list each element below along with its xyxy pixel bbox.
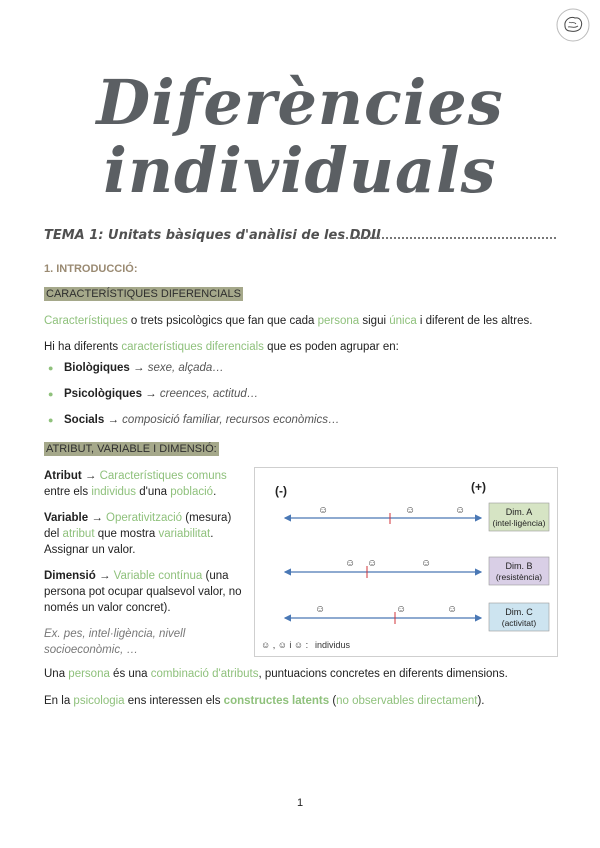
- definition-dimensio: Dimensió → Variable contínua (una persona pot ocupar qualsevol valor, no només un valor concret).: [44, 570, 242, 614]
- brain-logo-icon: [556, 8, 590, 42]
- definition-variable: Variable → Operativització (mesura) del atribut que mostra variabilitat. Assignar un valor.: [44, 512, 232, 556]
- person-icon: ☺: [367, 558, 378, 569]
- topic-divider: [330, 237, 556, 239]
- definitions-column: [44, 468, 244, 668]
- examples-text: Ex. pes, intel·ligència, nivell socioeconòmic, …: [44, 628, 186, 656]
- legend-label: individus: [315, 640, 351, 650]
- person-icon: ☺: [345, 558, 356, 569]
- list-item: ● Socials → composició familiar, recursos econòmics…: [44, 412, 339, 438]
- legend-icons: ☺ , ☺ i ☺ :: [261, 640, 309, 650]
- dim-a-desc: (intel·ligència): [492, 518, 546, 528]
- person-icon: ☺: [421, 558, 432, 569]
- dim-c-desc: (activitat): [501, 618, 537, 628]
- list-item: ● Psicològiques → creences, actitud…: [44, 386, 339, 412]
- page-title-line2: individuals: [103, 134, 497, 207]
- paragraph-definition: Característiques o trets psicològics que fan que cada persona sigui única i diferent de les altres.: [44, 315, 533, 327]
- person-icon: ☺: [318, 505, 329, 516]
- dim-a-axis: [285, 503, 549, 531]
- person-icon: ☺: [455, 505, 466, 516]
- person-icon: ☺: [405, 505, 416, 516]
- paragraph-groups: Hi ha diferents característiques diferencials que es poden agrupar en:: [44, 341, 399, 353]
- characteristics-list: [44, 360, 339, 438]
- dim-b-name: Dim. B: [505, 561, 533, 571]
- topic-heading: TEMA 1: Unitats bàsiques d'anàlisi de les DDII: [44, 228, 381, 243]
- subheading-atribut: ATRIBUT, VARIABLE I DIMENSIÓ:: [46, 443, 217, 455]
- dim-a-name: Dim. A: [505, 507, 533, 517]
- dim-b-desc: (resistència): [495, 572, 543, 582]
- dim-c-name: Dim. C: [505, 607, 533, 617]
- paragraph-persona: Una persona és una combinació d'atributs, puntuacions concretes en diferents dimensions.: [44, 668, 508, 680]
- paragraph-psicologia: En la psicologia ens interessen els constructes latents (no observables directament).: [44, 695, 485, 707]
- subheading-caracteristiques: CARACTERÍSTIQUES DIFERENCIALS: [46, 288, 241, 300]
- dimensions-diagram: [254, 467, 558, 657]
- page-title-line1: Diferències: [96, 66, 504, 139]
- definition-atribut: Atribut → Característiques comuns entre els individus d'una població.: [44, 470, 227, 498]
- positive-label: (+): [471, 480, 486, 494]
- person-icon: ☺: [447, 604, 458, 615]
- person-icon: ☺: [315, 604, 326, 615]
- dim-c-axis: [285, 603, 549, 631]
- negative-label: (-): [275, 484, 287, 498]
- list-item: ● Biològiques → sexe, alçada…: [44, 360, 339, 386]
- page-number: 1: [296, 797, 304, 809]
- section-heading: 1. INTRODUCCIÓ:: [44, 263, 138, 275]
- dim-b-axis: [285, 557, 549, 585]
- person-icon: ☺: [396, 604, 407, 615]
